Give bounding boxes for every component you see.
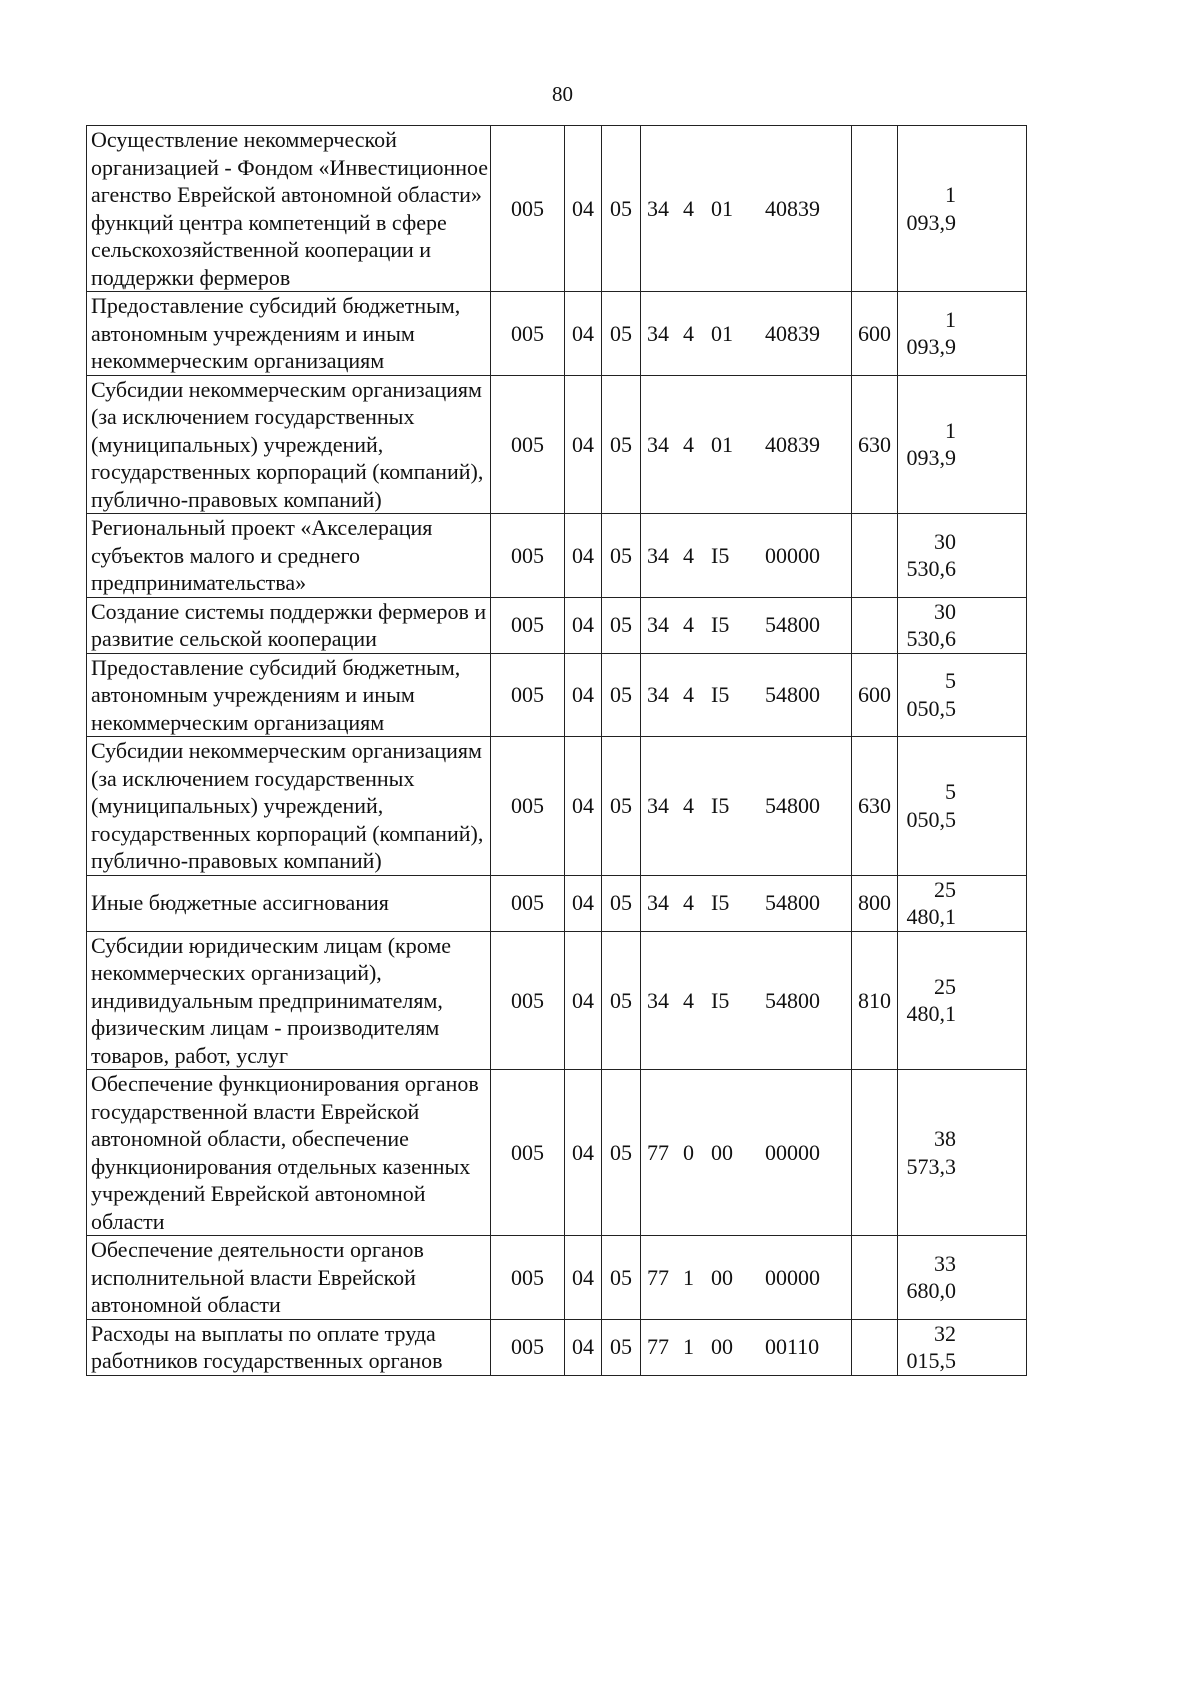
row-amount: 25 480,1	[898, 931, 1027, 1070]
row-section-code: 04	[565, 1236, 602, 1320]
row-target-article	[641, 126, 852, 292]
row-expense-type: 800	[852, 875, 898, 931]
row-target-article	[641, 375, 852, 514]
row-subprogram-code: 4	[683, 793, 694, 818]
row-description: Региональный проект «Акселерация субъектов малого и среднего предпринимательства»	[87, 514, 491, 598]
row-expense-type	[852, 1236, 898, 1320]
row-subsection-code: 05	[602, 292, 641, 376]
row-amount: 1 093,9	[898, 126, 1027, 292]
row-subprogram-code: 1	[683, 1334, 694, 1360]
row-target-article	[641, 514, 852, 598]
row-ministry-code: 005	[491, 597, 565, 653]
row-description: Иные бюджетные ассигнования	[87, 875, 491, 931]
row-activity-code: I5	[711, 793, 730, 818]
row-activity-code: I5	[711, 612, 730, 638]
row-description: Субсидии юридическим лицам (кроме некоммерческих организаций), индивидуальным предпринимателям, физическим лицам - производителям товаров, работ, услуг	[87, 931, 491, 1070]
row-target-article	[641, 875, 852, 931]
row-subprogram-code: 4	[683, 195, 694, 221]
row-subprogram-code: 1	[683, 1264, 694, 1290]
table-row	[87, 931, 1027, 1070]
row-description: Обеспечение функционирования органов государственной власти Еврейской автономной области, обеспечение функционирования отдельных казенных учреждений Еврейской автономной области	[87, 1070, 491, 1236]
budget-table	[86, 125, 1027, 1376]
row-target-article	[641, 1236, 852, 1320]
row-ministry-code: 005	[491, 126, 565, 292]
table-row	[87, 126, 1027, 292]
row-section-code: 04	[565, 292, 602, 376]
row-program-code: 34	[647, 612, 669, 638]
row-ministry-code: 005	[491, 737, 565, 876]
row-section-code: 04	[565, 1319, 602, 1375]
row-direction-code: 00000	[765, 1139, 820, 1165]
row-activity-code: 01	[711, 195, 733, 221]
table-row	[87, 1319, 1027, 1375]
row-program-code: 77	[647, 1139, 669, 1165]
row-subprogram-code: 4	[683, 890, 694, 916]
row-subsection-code: 05	[602, 126, 641, 292]
row-subprogram-code: 4	[683, 682, 694, 707]
row-direction-code: 40839	[765, 320, 820, 346]
table-row	[87, 737, 1027, 876]
row-program-code: 34	[647, 793, 669, 818]
row-subsection-code: 05	[602, 514, 641, 598]
row-program-code: 34	[647, 431, 669, 457]
row-ministry-code: 005	[491, 875, 565, 931]
row-amount: 30 530,6	[898, 514, 1027, 598]
table-row	[87, 292, 1027, 376]
row-direction-code: 54800	[765, 987, 820, 1013]
row-program-code: 34	[647, 320, 669, 346]
row-amount: 1 093,9	[898, 292, 1027, 376]
table-row	[87, 653, 1027, 737]
row-subsection-code: 05	[602, 875, 641, 931]
budget-table-body	[87, 126, 1027, 1376]
row-activity-code: I5	[711, 890, 730, 916]
row-amount: 25 480,1	[898, 875, 1027, 931]
row-program-code: 34	[647, 195, 669, 221]
row-amount: 32 015,5	[898, 1319, 1027, 1375]
row-target-article	[641, 292, 852, 376]
row-expense-type	[852, 597, 898, 653]
row-activity-code: I5	[711, 542, 730, 568]
row-section-code: 04	[565, 653, 602, 737]
row-expense-type	[852, 1070, 898, 1236]
row-program-code: 77	[647, 1334, 669, 1360]
row-direction-code: 54800	[765, 890, 820, 916]
row-subsection-code: 05	[602, 1319, 641, 1375]
page-number: 80	[552, 82, 573, 106]
row-activity-code: 01	[711, 431, 733, 457]
row-activity-code: I5	[711, 987, 730, 1013]
row-subprogram-code: 4	[683, 612, 694, 638]
table-row	[87, 1236, 1027, 1320]
row-ministry-code: 005	[491, 653, 565, 737]
row-amount: 1 093,9	[898, 375, 1027, 514]
row-ministry-code: 005	[491, 931, 565, 1070]
row-amount: 5 050,5	[898, 737, 1027, 876]
row-description: Расходы на выплаты по оплате труда работников государственных органов	[87, 1319, 491, 1375]
row-subsection-code: 05	[602, 1236, 641, 1320]
row-section-code: 04	[565, 1070, 602, 1236]
row-subsection-code: 05	[602, 653, 641, 737]
row-ministry-code: 005	[491, 292, 565, 376]
row-direction-code: 00000	[765, 542, 820, 568]
row-description: Субсидии некоммерческим организациям (за исключением государственных (муниципальных) учреждений, государственных корпораций (компаний), публично-правовых компаний)	[87, 737, 491, 876]
row-subprogram-code: 0	[683, 1139, 694, 1165]
row-amount: 5 050,5	[898, 653, 1027, 737]
row-expense-type: 600	[852, 292, 898, 376]
table-row	[87, 875, 1027, 931]
row-expense-type	[852, 1319, 898, 1375]
row-target-article	[641, 653, 852, 737]
row-expense-type	[852, 514, 898, 598]
row-target-article	[641, 1070, 852, 1236]
row-amount: 30 530,6	[898, 597, 1027, 653]
row-target-article	[641, 1319, 852, 1375]
row-direction-code: 54800	[765, 612, 820, 638]
row-subprogram-code: 4	[683, 987, 694, 1013]
table-row	[87, 375, 1027, 514]
row-target-article	[641, 931, 852, 1070]
row-subsection-code: 05	[602, 597, 641, 653]
row-description: Предоставление субсидий бюджетным, автономным учреждениям и иным некоммерческим организациям	[87, 292, 491, 376]
row-direction-code: 40839	[765, 431, 820, 457]
table-row	[87, 597, 1027, 653]
row-ministry-code: 005	[491, 1236, 565, 1320]
row-description: Создание системы поддержки фермеров и развитие сельской кооперации	[87, 597, 491, 653]
table-row	[87, 514, 1027, 598]
row-expense-type: 630	[852, 737, 898, 876]
row-direction-code: 00110	[765, 1334, 820, 1360]
row-amount: 38 573,3	[898, 1070, 1027, 1236]
row-section-code: 04	[565, 931, 602, 1070]
row-activity-code: 00	[711, 1264, 733, 1290]
row-program-code: 34	[647, 987, 669, 1013]
row-section-code: 04	[565, 514, 602, 598]
table-row	[87, 1070, 1027, 1236]
row-subprogram-code: 4	[683, 320, 694, 346]
row-subsection-code: 05	[602, 1070, 641, 1236]
row-subprogram-code: 4	[683, 431, 694, 457]
row-ministry-code: 005	[491, 514, 565, 598]
row-direction-code: 54800	[765, 682, 820, 707]
row-description: Предоставление субсидий бюджетным, автономным учреждениям и иным некоммерческим организациям	[87, 653, 491, 737]
row-program-code: 34	[647, 682, 669, 707]
row-description: Субсидии некоммерческим организациям (за исключением государственных (муниципальных) учреждений, государственных корпораций (компаний), публично-правовых компаний)	[87, 375, 491, 514]
row-section-code: 04	[565, 126, 602, 292]
row-program-code: 77	[647, 1264, 669, 1290]
row-subsection-code: 05	[602, 737, 641, 876]
row-section-code: 04	[565, 597, 602, 653]
row-description: Обеспечение деятельности органов исполнительной власти Еврейской автономной области	[87, 1236, 491, 1320]
row-target-article	[641, 597, 852, 653]
row-section-code: 04	[565, 737, 602, 876]
row-subsection-code: 05	[602, 931, 641, 1070]
row-section-code: 04	[565, 375, 602, 514]
row-expense-type	[852, 126, 898, 292]
row-subprogram-code: 4	[683, 542, 694, 568]
row-activity-code: 01	[711, 320, 733, 346]
row-direction-code: 00000	[765, 1264, 820, 1290]
row-program-code: 34	[647, 542, 669, 568]
row-ministry-code: 005	[491, 1319, 565, 1375]
row-activity-code: 00	[711, 1334, 733, 1360]
row-ministry-code: 005	[491, 1070, 565, 1236]
row-section-code: 04	[565, 875, 602, 931]
row-activity-code: 00	[711, 1139, 733, 1165]
row-expense-type: 630	[852, 375, 898, 514]
row-direction-code: 54800	[765, 793, 820, 818]
row-subsection-code: 05	[602, 375, 641, 514]
row-amount: 33 680,0	[898, 1236, 1027, 1320]
row-activity-code: I5	[711, 682, 730, 707]
row-target-article	[641, 737, 852, 876]
row-program-code: 34	[647, 890, 669, 916]
row-ministry-code: 005	[491, 375, 565, 514]
row-expense-type: 600	[852, 653, 898, 737]
row-description: Осуществление некоммерческой организацией - Фондом «Инвестиционное агенство Еврейской автономной области» функций центра компетенций в сфере сельскохозяйственной кооперации и поддержки фермеров	[87, 126, 491, 292]
row-direction-code: 40839	[765, 195, 820, 221]
row-expense-type: 810	[852, 931, 898, 1070]
